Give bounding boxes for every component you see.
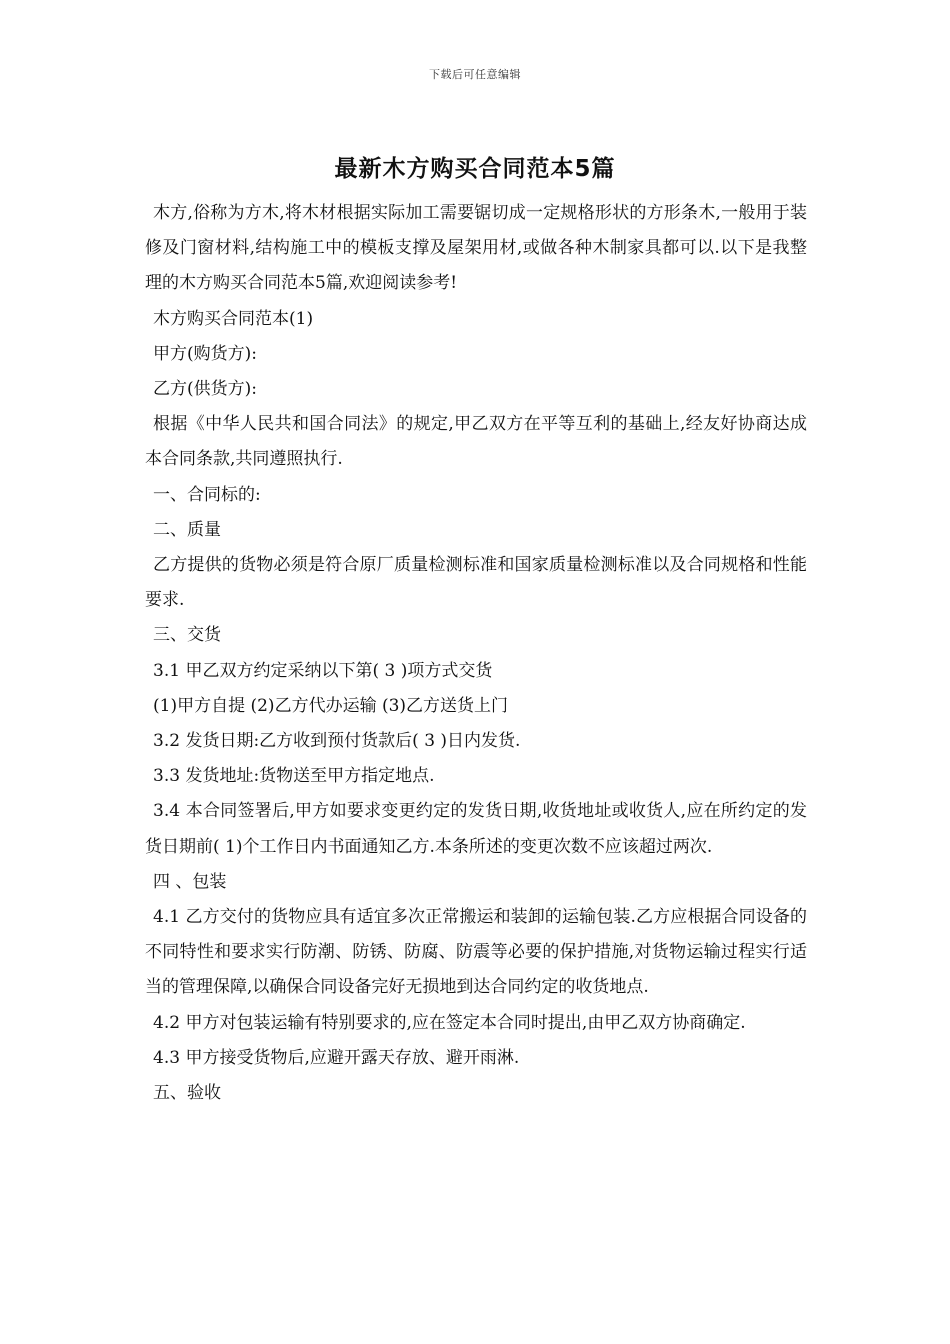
clause-3-2: 3.2 发货日期:乙方收到预付货款后( 3 )日内发货. <box>153 731 521 752</box>
section-heading-3: 三、交货 <box>153 625 221 646</box>
clause-3-4: 3.4 本合同签署后,甲方如要求变更约定的发货日期,收货地址或收货人,应在所约定的发货日期前( 1)个工作日内书面通知乙方.本条所述的变更次数不应该超过两次. <box>145 801 807 857</box>
clause-3-1: 3.1 甲乙双方约定采纳以下第( 3 )项方式交货 <box>153 660 493 681</box>
clause-4-2: 4.2 甲方对包装运输有特别要求的,应在签定本合同时提出,由甲乙双方协商确定. <box>153 1012 746 1033</box>
document-title: 最新木方购买合同范本5篇 <box>334 156 616 182</box>
header-note: 下载后可任意编辑 <box>429 68 521 81</box>
paragraph-intro: 木方,俗称为方木,将木材根据实际加工需要锯切成一定规格形状的方形条木,一般用于装修及门窗材料,结构施工中的模板支撑及屋架用材,或做各种木制家具都可以.以下是我整理的木方购买合同范本5篇,欢迎阅读参考! <box>145 203 807 294</box>
paragraph-party-b: 乙方(供货方): <box>153 379 257 400</box>
section-heading-2: 二、质量 <box>153 519 221 540</box>
document-body <box>145 196 807 1111</box>
paragraph-contract-heading: 木方购买合同范本(1) <box>153 308 314 329</box>
paragraph-quality: 乙方提供的货物必须是符合原厂质量检测标准和国家质量检测标准以及合同规格和性能要求. <box>145 555 807 611</box>
clause-3-3: 3.3 发货地址:货物送至甲方指定地点. <box>153 766 435 787</box>
paragraph-basis: 根据《中华人民共和国合同法》的规定,甲乙双方在平等互利的基础上,经友好协商达成本合同条款,共同遵照执行. <box>145 414 807 470</box>
section-heading-4: 四 、包装 <box>153 871 227 892</box>
clause-4-3: 4.3 甲方接受货物后,应避开露天存放、避开雨淋. <box>153 1047 520 1068</box>
section-heading-1: 一、合同标的: <box>153 484 261 505</box>
section-heading-5: 五、验收 <box>153 1083 221 1104</box>
paragraph-party-a: 甲方(购货方): <box>153 343 257 364</box>
clause-3-1-options: (1)甲方自提 (2)乙方代办运输 (3)乙方送货上门 <box>153 695 509 716</box>
clause-4-1: 4.1 乙方交付的货物应具有适宜多次正常搬运和装卸的运输包装.乙方应根据合同设备的不同特性和要求实行防潮、防锈、防腐、防震等必要的保护措施,对货物运输过程实行适当的管理保障,以确保合同设备完好无损地到达合同约定的收货地点. <box>145 907 807 998</box>
